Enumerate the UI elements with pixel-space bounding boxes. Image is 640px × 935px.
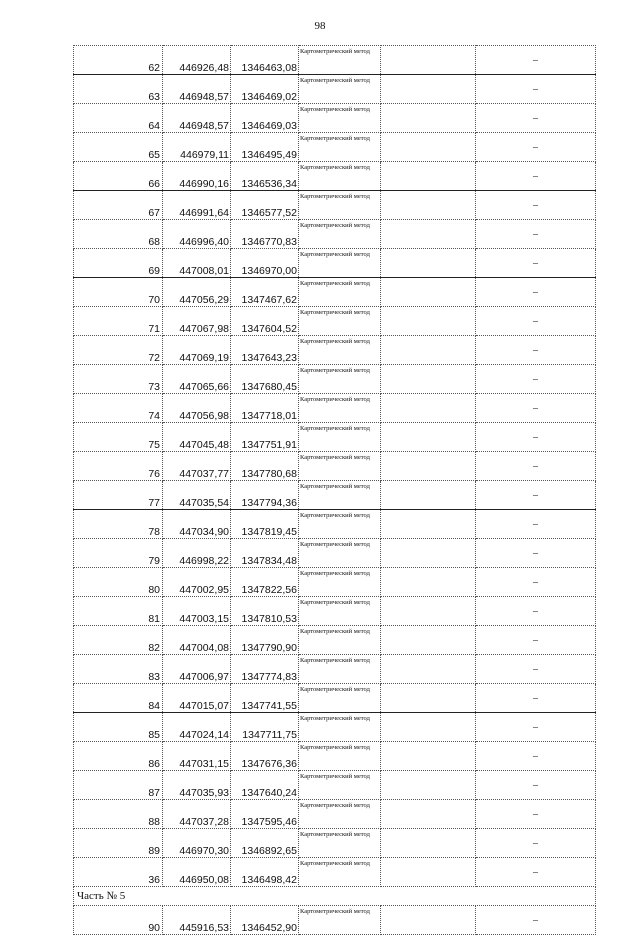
method-cell: Картометрический метод	[299, 249, 381, 278]
method-cell: Картометрический метод	[299, 626, 381, 655]
table-row	[74, 539, 596, 568]
dash-cell: –	[476, 626, 596, 655]
coordinate-x: 447035,54	[163, 481, 231, 510]
empty-cell	[381, 220, 476, 249]
dash-cell: –	[476, 800, 596, 829]
table-row	[74, 655, 596, 684]
table-row	[74, 452, 596, 481]
point-number: 66	[74, 162, 163, 191]
coordinate-x: 447002,95	[163, 568, 231, 597]
coordinate-y: 1347711,75	[231, 713, 299, 742]
point-number: 36	[74, 858, 163, 887]
method-cell: Картометрический метод	[299, 191, 381, 220]
point-number: 78	[74, 510, 163, 539]
coordinate-y: 1346452,90	[231, 906, 299, 935]
method-cell: Картометрический метод	[299, 742, 381, 771]
dash-cell: –	[476, 539, 596, 568]
coordinates-table-part-5	[74, 906, 596, 935]
dash-cell: –	[476, 771, 596, 800]
method-cell: Картометрический метод	[299, 133, 381, 162]
section-part-5	[74, 887, 596, 906]
method-cell: Картометрический метод	[299, 394, 381, 423]
coordinate-y: 1347751,91	[231, 423, 299, 452]
coordinate-x: 447008,01	[163, 249, 231, 278]
dash-cell: –	[476, 568, 596, 597]
method-cell: Картометрический метод	[299, 423, 381, 452]
table-row	[74, 75, 596, 104]
coordinate-y: 1347643,23	[231, 336, 299, 365]
coordinate-y: 1347794,36	[231, 481, 299, 510]
point-number: 76	[74, 452, 163, 481]
coordinate-x: 447024,14	[163, 713, 231, 742]
table-row	[74, 829, 596, 858]
coordinate-x: 447004,08	[163, 626, 231, 655]
point-number: 83	[74, 655, 163, 684]
dash-cell: –	[476, 742, 596, 771]
dash-cell: –	[476, 684, 596, 713]
point-number: 64	[74, 104, 163, 133]
point-number: 80	[74, 568, 163, 597]
method-cell: Картометрический метод	[299, 568, 381, 597]
point-number: 87	[74, 771, 163, 800]
coordinate-x: 447045,48	[163, 423, 231, 452]
empty-cell	[381, 539, 476, 568]
point-number: 72	[74, 336, 163, 365]
table-row	[74, 906, 596, 935]
method-cell: Картометрический метод	[299, 858, 381, 887]
coordinate-y: 1346469,02	[231, 75, 299, 104]
coordinate-x: 446970,30	[163, 829, 231, 858]
method-cell: Картометрический метод	[299, 655, 381, 684]
empty-cell	[381, 626, 476, 655]
dash-cell: –	[476, 452, 596, 481]
dash-cell: –	[476, 249, 596, 278]
empty-cell	[381, 655, 476, 684]
table-row	[74, 568, 596, 597]
method-cell: Картометрический метод	[299, 597, 381, 626]
empty-cell	[381, 191, 476, 220]
coordinate-y: 1347822,56	[231, 568, 299, 597]
empty-cell	[381, 423, 476, 452]
table-row	[74, 133, 596, 162]
method-cell: Картометрический метод	[299, 307, 381, 336]
empty-cell	[381, 597, 476, 626]
point-number: 71	[74, 307, 163, 336]
dash-cell: –	[476, 191, 596, 220]
coordinate-x: 447015,07	[163, 684, 231, 713]
empty-cell	[381, 452, 476, 481]
empty-cell	[381, 249, 476, 278]
table-row	[74, 800, 596, 829]
coordinate-y: 1347718,01	[231, 394, 299, 423]
empty-cell	[381, 742, 476, 771]
coordinate-y: 1347819,45	[231, 510, 299, 539]
table-row	[74, 104, 596, 133]
table-row	[74, 249, 596, 278]
method-cell: Картометрический метод	[299, 800, 381, 829]
dash-cell: –	[476, 423, 596, 452]
method-cell: Картометрический метод	[299, 510, 381, 539]
coordinates-table	[73, 45, 596, 935]
method-cell: Картометрический метод	[299, 46, 381, 75]
section-header-row	[74, 887, 596, 906]
dash-cell: –	[476, 133, 596, 162]
method-cell: Картометрический метод	[299, 452, 381, 481]
empty-cell	[381, 75, 476, 104]
method-cell: Картометрический метод	[299, 220, 381, 249]
method-cell: Картометрический метод	[299, 336, 381, 365]
coordinate-y: 1346892,65	[231, 829, 299, 858]
table-row	[74, 481, 596, 510]
method-cell: Картометрический метод	[299, 75, 381, 104]
empty-cell	[381, 365, 476, 394]
point-number: 63	[74, 75, 163, 104]
coordinate-x: 446991,64	[163, 191, 231, 220]
method-cell: Картометрический метод	[299, 829, 381, 858]
table-row	[74, 771, 596, 800]
coordinate-x: 446948,57	[163, 75, 231, 104]
point-number: 65	[74, 133, 163, 162]
dash-cell: –	[476, 858, 596, 887]
point-number: 73	[74, 365, 163, 394]
point-number: 70	[74, 278, 163, 307]
table-row	[74, 423, 596, 452]
dash-cell: –	[476, 510, 596, 539]
coordinate-x: 447003,15	[163, 597, 231, 626]
method-cell: Картометрический метод	[299, 713, 381, 742]
dash-cell: –	[476, 307, 596, 336]
point-number: 89	[74, 829, 163, 858]
coordinate-y: 1346770,83	[231, 220, 299, 249]
coordinate-x: 447069,19	[163, 336, 231, 365]
table-row	[74, 713, 596, 742]
empty-cell	[381, 481, 476, 510]
coordinate-y: 1346463,08	[231, 46, 299, 75]
coordinate-y: 1347676,36	[231, 742, 299, 771]
coordinate-y: 1347604,52	[231, 307, 299, 336]
coordinate-x: 447056,29	[163, 278, 231, 307]
coordinate-y: 1347780,68	[231, 452, 299, 481]
method-cell: Картометрический метод	[299, 906, 381, 935]
method-cell: Картометрический метод	[299, 481, 381, 510]
method-cell: Картометрический метод	[299, 539, 381, 568]
dash-cell: –	[476, 394, 596, 423]
empty-cell	[381, 800, 476, 829]
method-cell: Картометрический метод	[299, 771, 381, 800]
method-cell: Картометрический метод	[299, 162, 381, 191]
dash-cell: –	[476, 906, 596, 935]
table-row	[74, 858, 596, 887]
table-row	[74, 365, 596, 394]
table-row	[74, 336, 596, 365]
point-number: 85	[74, 713, 163, 742]
dash-cell: –	[476, 46, 596, 75]
point-number: 88	[74, 800, 163, 829]
coordinate-x: 447035,93	[163, 771, 231, 800]
coordinate-x: 447037,77	[163, 452, 231, 481]
empty-cell	[381, 162, 476, 191]
section-label: Часть № 5	[74, 887, 596, 906]
point-number: 84	[74, 684, 163, 713]
point-number: 86	[74, 742, 163, 771]
table-row	[74, 220, 596, 249]
coordinate-x: 446926,48	[163, 46, 231, 75]
empty-cell	[381, 394, 476, 423]
point-number: 90	[74, 906, 163, 935]
coordinate-y: 1347834,48	[231, 539, 299, 568]
table-row	[74, 510, 596, 539]
empty-cell	[381, 684, 476, 713]
coordinate-y: 1346577,52	[231, 191, 299, 220]
coordinate-x: 446979,11	[163, 133, 231, 162]
coordinate-y: 1347640,24	[231, 771, 299, 800]
dash-cell: –	[476, 162, 596, 191]
coordinate-x: 446950,08	[163, 858, 231, 887]
coordinate-y: 1346536,34	[231, 162, 299, 191]
table-row	[74, 307, 596, 336]
empty-cell	[381, 307, 476, 336]
empty-cell	[381, 133, 476, 162]
coordinate-x: 446998,22	[163, 539, 231, 568]
coordinate-y: 1347810,53	[231, 597, 299, 626]
dash-cell: –	[476, 336, 596, 365]
coordinate-y: 1347467,62	[231, 278, 299, 307]
dash-cell: –	[476, 220, 596, 249]
point-number: 74	[74, 394, 163, 423]
method-cell: Картометрический метод	[299, 365, 381, 394]
empty-cell	[381, 771, 476, 800]
point-number: 81	[74, 597, 163, 626]
coordinate-x: 447056,98	[163, 394, 231, 423]
empty-cell	[381, 510, 476, 539]
coordinates-table-part-4	[74, 46, 596, 887]
table-row	[74, 626, 596, 655]
dash-cell: –	[476, 75, 596, 104]
table-row	[74, 597, 596, 626]
empty-cell	[381, 829, 476, 858]
table-row	[74, 191, 596, 220]
coordinate-y: 1347741,55	[231, 684, 299, 713]
empty-cell	[381, 104, 476, 133]
coordinate-x: 446990,16	[163, 162, 231, 191]
coordinate-x: 446948,57	[163, 104, 231, 133]
table-row	[74, 278, 596, 307]
page-number: 98	[314, 20, 326, 32]
dash-cell: –	[476, 481, 596, 510]
coordinate-x: 447065,66	[163, 365, 231, 394]
empty-cell	[381, 46, 476, 75]
method-cell: Картометрический метод	[299, 684, 381, 713]
coordinate-x: 447037,28	[163, 800, 231, 829]
empty-cell	[381, 568, 476, 597]
coordinate-y: 1347790,90	[231, 626, 299, 655]
dash-cell: –	[476, 597, 596, 626]
dash-cell: –	[476, 655, 596, 684]
point-number: 82	[74, 626, 163, 655]
empty-cell	[381, 713, 476, 742]
dash-cell: –	[476, 365, 596, 394]
coordinate-y: 1346469,03	[231, 104, 299, 133]
empty-cell	[381, 858, 476, 887]
coordinate-x: 446996,40	[163, 220, 231, 249]
table-row	[74, 394, 596, 423]
coordinate-y: 1347680,45	[231, 365, 299, 394]
empty-cell	[381, 278, 476, 307]
point-number: 67	[74, 191, 163, 220]
method-cell: Картометрический метод	[299, 278, 381, 307]
coordinate-y: 1347774,83	[231, 655, 299, 684]
point-number: 75	[74, 423, 163, 452]
dash-cell: –	[476, 713, 596, 742]
table-row	[74, 162, 596, 191]
coordinate-y: 1346498,42	[231, 858, 299, 887]
coordinate-x: 447031,15	[163, 742, 231, 771]
empty-cell	[381, 336, 476, 365]
point-number: 68	[74, 220, 163, 249]
dash-cell: –	[476, 278, 596, 307]
point-number: 77	[74, 481, 163, 510]
point-number: 69	[74, 249, 163, 278]
coordinate-x: 447067,98	[163, 307, 231, 336]
table-row	[74, 684, 596, 713]
dash-cell: –	[476, 104, 596, 133]
coordinate-y: 1346970,00	[231, 249, 299, 278]
empty-cell	[381, 906, 476, 935]
dash-cell: –	[476, 829, 596, 858]
coordinate-x: 447034,90	[163, 510, 231, 539]
table-row	[74, 742, 596, 771]
table-row	[74, 46, 596, 75]
coordinate-y: 1346495,49	[231, 133, 299, 162]
point-number: 62	[74, 46, 163, 75]
coordinate-y: 1347595,46	[231, 800, 299, 829]
coordinate-x: 445916,53	[163, 906, 231, 935]
method-cell: Картометрический метод	[299, 104, 381, 133]
point-number: 79	[74, 539, 163, 568]
coordinate-x: 447006,97	[163, 655, 231, 684]
